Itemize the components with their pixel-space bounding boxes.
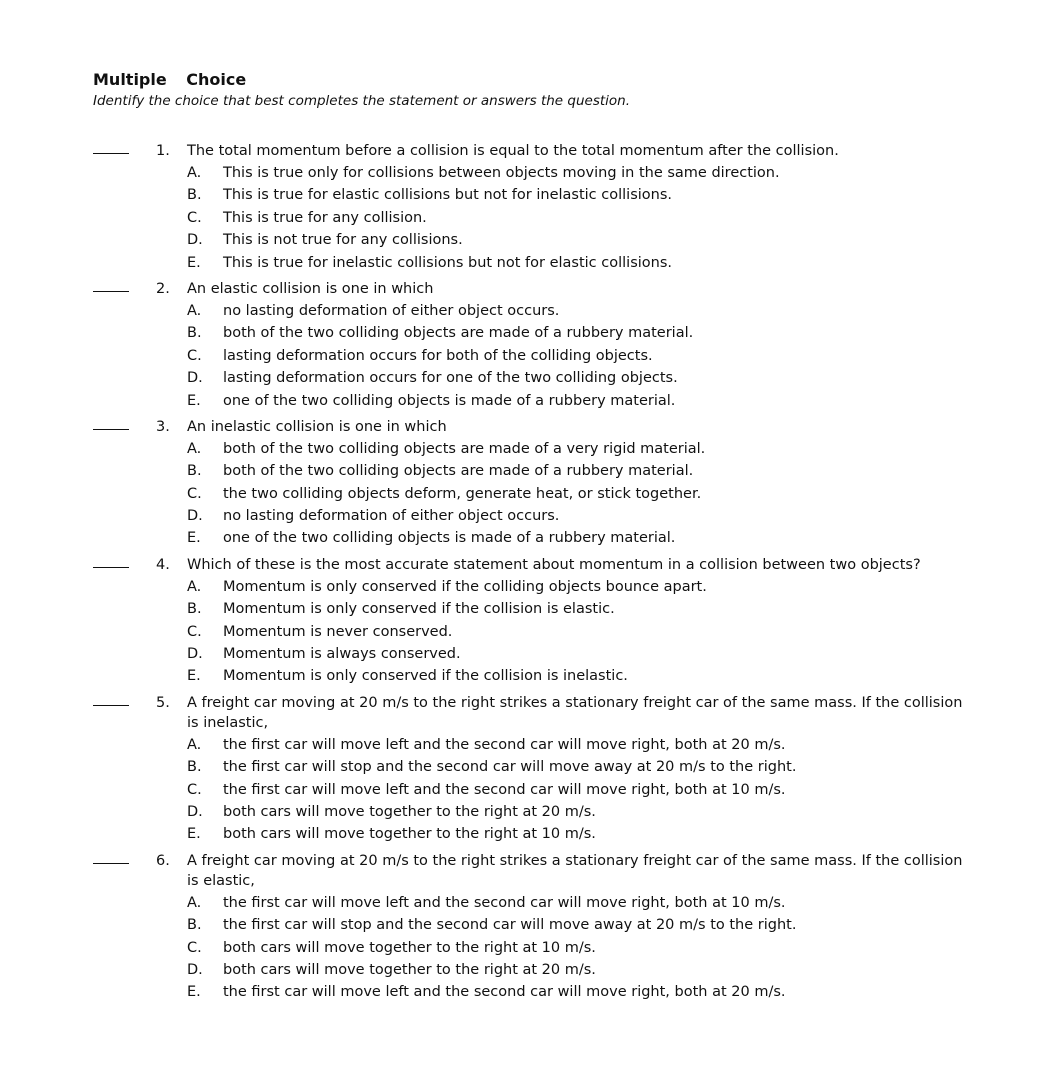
- choice-letter: B.: [187, 917, 202, 934]
- choice-letter: D.: [187, 646, 203, 663]
- choice-letter: C.: [187, 485, 202, 502]
- choice-text: lasting deformation occurs for one of the two colliding objects.: [223, 370, 678, 387]
- answer-blank[interactable]: [93, 567, 129, 568]
- choice-letter: C.: [187, 623, 202, 640]
- question-number: 2.: [156, 280, 170, 297]
- choice-letter: D.: [187, 803, 203, 820]
- choice-text: both of the two colliding objects are made of a rubbery material.: [223, 325, 694, 342]
- answer-blank[interactable]: [93, 153, 129, 154]
- choice-list: [0, 576, 1062, 688]
- choice-letter: E.: [187, 254, 201, 271]
- choice-d: [187, 367, 1062, 389]
- choice-c: [187, 483, 1062, 505]
- choice-b: [187, 914, 1062, 936]
- choice-d: [187, 229, 1062, 251]
- choice-letter: C.: [187, 347, 202, 364]
- choice-e: [187, 252, 1062, 274]
- choice-text: This is true for inelastic collisions but not for elastic collisions.: [223, 254, 672, 271]
- choice-letter: B.: [187, 759, 202, 776]
- choice-e: [187, 527, 1062, 549]
- choice-text: Momentum is only conserved if the colliding objects bounce apart.: [223, 578, 707, 595]
- choice-a: [187, 438, 1062, 460]
- choice-text: the first car will stop and the second car will move away at 20 m/s to the right.: [223, 759, 797, 776]
- choice-text: no lasting deformation of either object occurs.: [223, 508, 560, 525]
- choice-b: [187, 756, 1062, 778]
- choice-c: [187, 937, 1062, 959]
- choice-e: [187, 981, 1062, 1003]
- choice-text: both cars will move together to the right at 20 m/s.: [223, 803, 596, 820]
- choice-text: This is true only for collisions between objects moving in the same direction.: [223, 165, 780, 181]
- choice-text: Momentum is only conserved if the collision is elastic.: [223, 601, 615, 618]
- choice-text: lasting deformation occurs for both of the colliding objects.: [223, 347, 653, 364]
- question-number: 1.: [156, 143, 170, 159]
- choice-letter: E.: [187, 530, 201, 547]
- choice-list: [0, 438, 1062, 550]
- choice-text: the first car will move left and the second car will move right, both at 20 m/s.: [223, 736, 786, 753]
- question-stem: The total momentum before a collision is equal to the total momentum after the collision.: [187, 143, 839, 159]
- choice-text: Momentum is always conserved.: [223, 646, 461, 663]
- choice-text: This is true for any collision.: [223, 209, 427, 226]
- choice-list: [0, 162, 1062, 274]
- choice-a: [187, 162, 1062, 184]
- choice-b: [187, 322, 1062, 344]
- choice-letter: E.: [187, 984, 201, 1001]
- answer-blank[interactable]: [93, 429, 129, 430]
- choice-text: both cars will move together to the right at 10 m/s.: [223, 939, 596, 956]
- question-2: [0, 278, 1062, 412]
- question-stem: An inelastic collision is one in which: [187, 418, 447, 435]
- choice-a: [187, 734, 1062, 756]
- choice-letter: E.: [187, 668, 201, 685]
- choice-text: both cars will move together to the right at 20 m/s.: [223, 961, 596, 978]
- choice-letter: A.: [187, 302, 202, 319]
- choice-c: [187, 621, 1062, 643]
- choice-d: [187, 643, 1062, 665]
- choice-d: [187, 801, 1062, 823]
- choice-letter: C.: [187, 781, 202, 798]
- choice-e: [187, 823, 1062, 845]
- choice-text: one of the two colliding objects is made of a rubbery material.: [223, 392, 676, 409]
- choice-b: [187, 460, 1062, 482]
- choice-letter: D.: [187, 961, 203, 978]
- choice-letter: A.: [187, 894, 202, 911]
- question-stem: An elastic collision is one in which: [187, 280, 434, 297]
- choice-text: the first car will move left and the second car will move right, both at 10 m/s.: [223, 894, 786, 911]
- choice-letter: A.: [187, 440, 202, 457]
- choice-c: [187, 207, 1062, 229]
- choice-c: [187, 345, 1062, 367]
- choice-letter: B.: [187, 463, 202, 480]
- choice-letter: D.: [187, 508, 203, 525]
- choice-text: This is true for elastic collisions but not for inelastic collisions.: [223, 187, 672, 204]
- choice-letter: D.: [187, 370, 203, 387]
- section-title: Multiple Choice: [93, 70, 247, 89]
- question-number: 4.: [156, 556, 170, 573]
- answer-blank[interactable]: [93, 705, 129, 706]
- choice-e: [187, 390, 1062, 412]
- question-stem: Which of these is the most accurate statement about momentum in a collision between two objects?: [187, 556, 921, 573]
- choice-a: [187, 892, 1062, 914]
- question-number: 3.: [156, 418, 170, 435]
- choice-text: both of the two colliding objects are made of a very rigid material.: [223, 440, 706, 457]
- instructions: Identify the choice that best completes the statement or answers the question.: [93, 93, 631, 109]
- choice-text: no lasting deformation of either object occurs.: [223, 302, 560, 319]
- choice-list: [0, 300, 1062, 412]
- choice-d: [187, 505, 1062, 527]
- choice-b: [187, 598, 1062, 620]
- question-list: [0, 140, 1062, 1008]
- choice-b: [187, 184, 1062, 206]
- choice-text: the first car will stop and the second car will move away at 20 m/s to the right.: [223, 917, 797, 934]
- choice-d: [187, 959, 1062, 981]
- answer-blank[interactable]: [93, 863, 129, 864]
- question-5: [0, 692, 1062, 846]
- choice-text: the two colliding objects deform, generate heat, or stick together.: [223, 485, 702, 502]
- choice-text: Momentum is never conserved.: [223, 623, 453, 640]
- question-number: 6.: [156, 852, 170, 869]
- choice-letter: C.: [187, 939, 202, 956]
- choice-text: Momentum is only conserved if the collision is inelastic.: [223, 668, 628, 685]
- choice-a: [187, 576, 1062, 598]
- choice-text: both of the two colliding objects are made of a rubbery material.: [223, 463, 694, 480]
- choice-text: the first car will move left and the second car will move right, both at 10 m/s.: [223, 781, 786, 798]
- choice-text: the first car will move left and the second car will move right, both at 20 m/s.: [223, 984, 786, 1001]
- question-6: [0, 850, 1062, 1004]
- choice-letter: D.: [187, 232, 203, 249]
- question-stem: A freight car moving at 20 m/s to the right strikes a stationary freight car of the same mass. If the collision is elastic,: [187, 852, 963, 889]
- choice-e: [187, 665, 1062, 687]
- choice-letter: C.: [187, 209, 202, 226]
- choice-letter: A.: [187, 578, 202, 595]
- choice-list: [0, 734, 1062, 846]
- choice-letter: A.: [187, 165, 202, 181]
- choice-letter: B.: [187, 601, 202, 618]
- answer-blank[interactable]: [93, 291, 129, 292]
- choice-text: one of the two colliding objects is made of a rubbery material.: [223, 530, 676, 547]
- choice-letter: E.: [187, 826, 201, 843]
- choice-letter: E.: [187, 392, 201, 409]
- choice-list: [0, 892, 1062, 1004]
- question-1: [0, 140, 1062, 274]
- choice-text: This is not true for any collisions.: [223, 232, 463, 249]
- choice-a: [187, 300, 1062, 322]
- question-3: [0, 416, 1062, 550]
- question-number: 5.: [156, 694, 170, 711]
- question-stem: A freight car moving at 20 m/s to the right strikes a stationary freight car of the same mass. If the collision is inelastic,: [187, 694, 963, 731]
- choice-letter: B.: [187, 187, 202, 204]
- choice-letter: A.: [187, 736, 202, 753]
- choice-c: [187, 779, 1062, 801]
- choice-text: both cars will move together to the right at 10 m/s.: [223, 826, 596, 843]
- question-4: [0, 554, 1062, 688]
- choice-letter: B.: [187, 325, 202, 342]
